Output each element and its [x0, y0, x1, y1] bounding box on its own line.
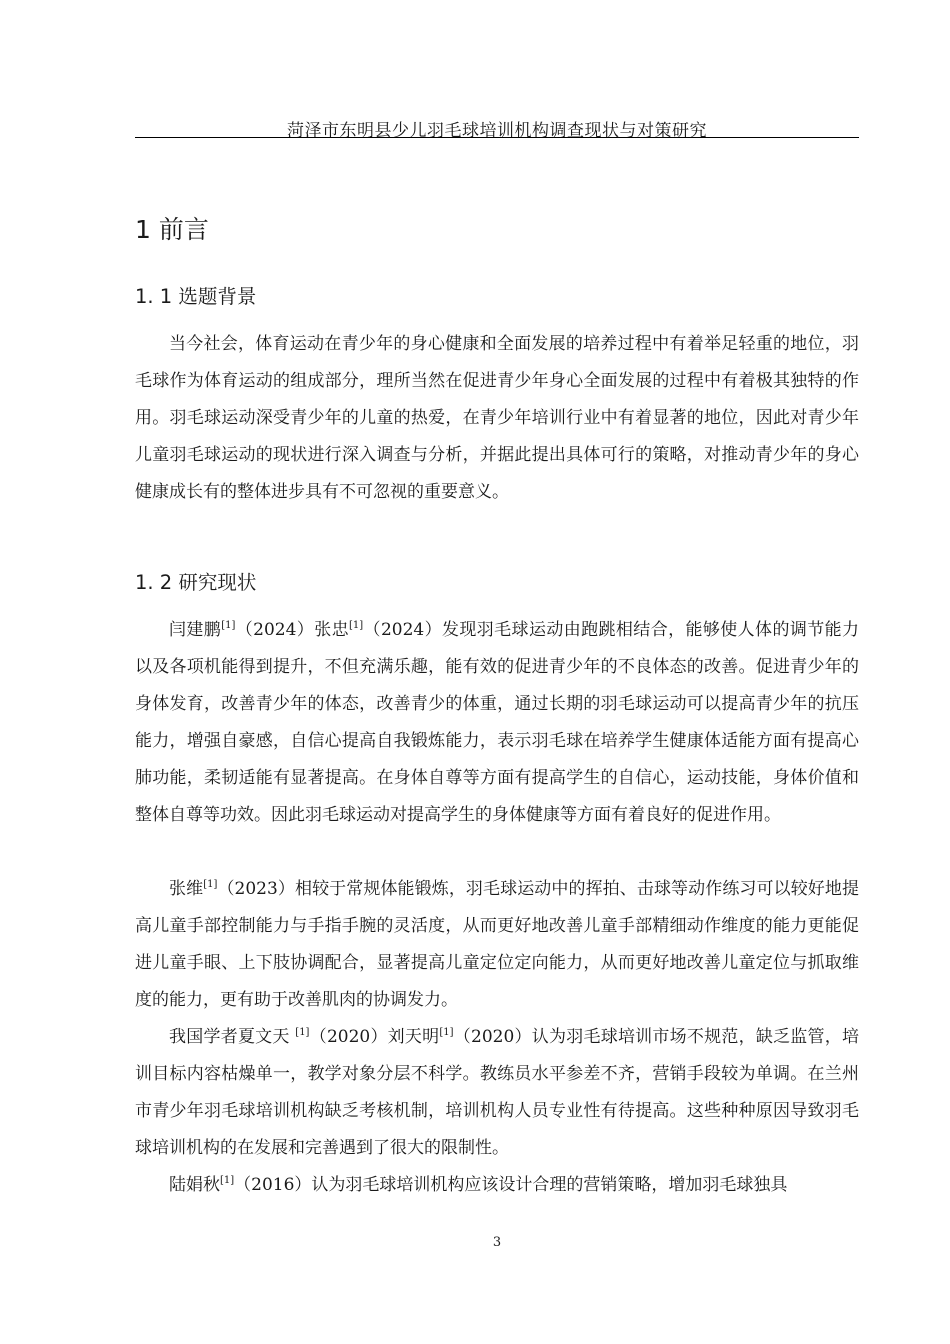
research-paragraph-3	[135, 1019, 859, 1167]
year-and-author: （2024）张忠	[235, 620, 349, 640]
author-name: 张维	[169, 879, 204, 899]
paragraph-body: （2024）发现羽毛球运动由跑跳相结合，能够使人体的调节能力以及各项机能得到提升，不但充满乐趣，能有效的促进青少年的不良体态的改善。促进青少年的身体发育，改善青少年的体态，改善青少的体重，通过长期的羽毛球运动可以提高青少年的抗压能力，增强自豪感，自信心提高自我锻炼能力，表示羽毛球在培养学生健康体适能方面有提高心肺功能，柔韧适能有显著提高。在身体自尊等方面有提高学生的自信心，运动技能，身体价值和整体自尊等功效。因此羽毛球运动对提高学生的身体健康等方面有着良好的促进作用。	[135, 620, 860, 825]
paragraph-body: （2016）认为羽毛球培训机构应该设计合理的营销策略，增加羽毛球独具	[234, 1175, 788, 1195]
page-number: 3	[492, 1235, 502, 1250]
section-1-2-heading: 1. 2 研究现状	[135, 571, 257, 594]
citation-marker: [1]	[348, 620, 364, 631]
running-header-title: 菏泽市东明县少儿羽毛球培训机构调查现状与对策研究	[287, 121, 707, 141]
research-paragraph-2	[135, 871, 859, 1019]
section-1-heading: 1 前言	[135, 215, 209, 244]
citation-marker: [1]	[203, 879, 218, 890]
year-and-author: （2020）刘天明	[309, 1027, 440, 1047]
section-1-1-heading: 1. 1 选题背景	[135, 285, 257, 308]
paragraph-body: （2023）相较于常规体能锻炼，羽毛球运动中的挥拍、击球等动作练习可以较好地提高儿童手部控制能力与手指手腕的灵活度，从而更好地改善儿童手部精细动作维度的能力更能促进儿童手眼、上下肢协调配合，显著提高儿童定位定向能力，从而更好地改善儿童定位与抓取维度的能力，更有助于改善肌肉的协调发力。	[135, 879, 859, 1010]
author-name: 闫建鹏	[169, 620, 222, 640]
paragraph-body: （2020）认为羽毛球培训市场不规范，缺乏监管，培训目标内容枯燥单一，教学对象分层不科学。教练员水平参差不齐，营销手段较为单调。在兰州市青少年羽毛球培训机构缺乏考核机制，培训机构人员专业性有待提高。这些种种原因导致羽毛球培训机构的在发展和完善遇到了很大的限制性。	[135, 1027, 860, 1158]
background-paragraph: 当今社会，体育运动在青少年的身心健康和全面发展的培养过程中有着举足轻重的地位，羽毛球作为体育运动的组成部分，理所当然在促进青少年身心全面发展的过程中有着极其独特的作用。羽毛球运动深受青少年的儿童的热爱，在青少年培训行业中有着显著的地位，因此对青少年儿童羽毛球运动的现状进行深入调查与分析，并据此提出具体可行的策略，对推动青少年的身心健康成长有的整体进步具有不可忽视的重要意义。	[135, 334, 859, 502]
citation-marker: [1]	[295, 1027, 310, 1038]
author-name: 我国学者夏文天	[169, 1027, 296, 1047]
citation-marker: [1]	[220, 1175, 235, 1186]
author-name: 陆娟秋	[169, 1175, 220, 1195]
research-paragraph-1	[135, 612, 859, 834]
research-paragraph-4	[135, 1167, 859, 1204]
citation-marker: [1]	[221, 620, 236, 631]
citation-marker: [1]	[439, 1027, 454, 1038]
header-divider	[135, 137, 859, 138]
